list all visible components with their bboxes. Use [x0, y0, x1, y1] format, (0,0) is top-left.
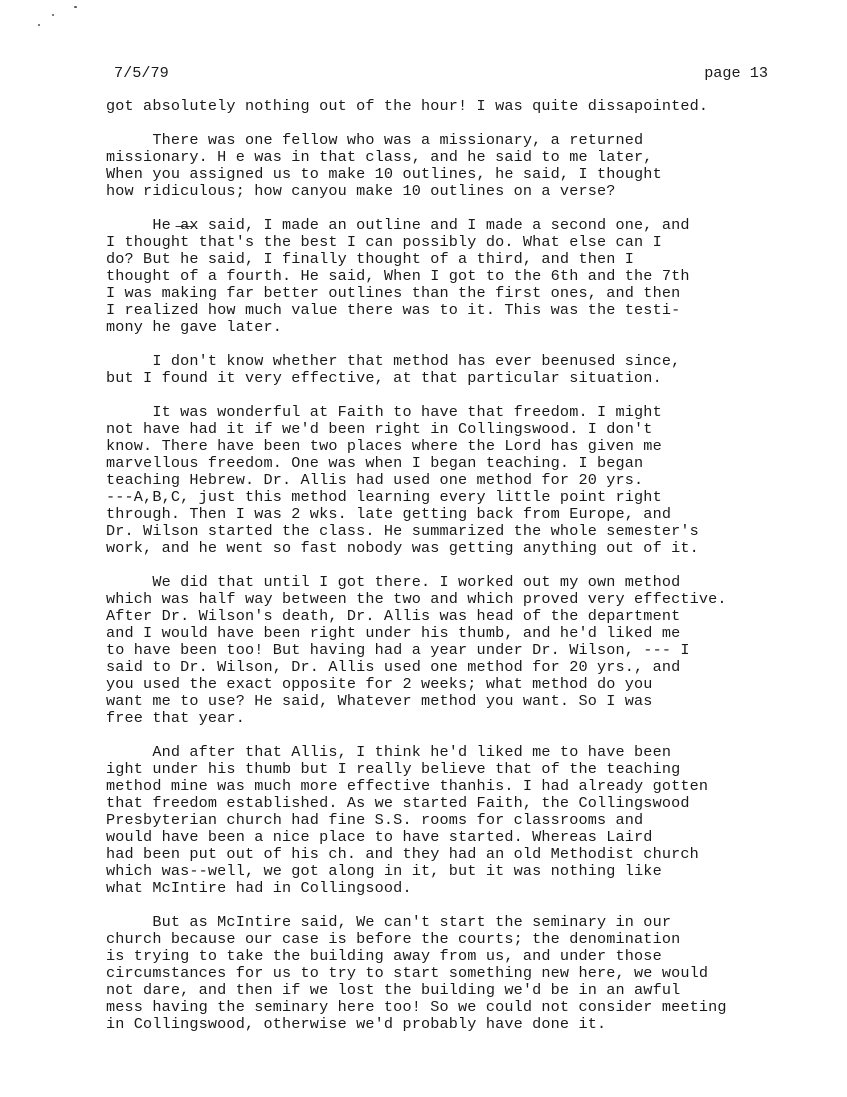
- text-line: not have had it if we'd been right in Collingswood. I don't: [106, 420, 653, 438]
- text-line: to have been too! But having had a year under Dr. Wilson, --- I: [106, 641, 690, 659]
- paragraph: [106, 914, 806, 1033]
- text-line: free that year.: [106, 709, 245, 727]
- text-line: had been put out of his ch. and they had an old Methodist church: [106, 845, 699, 863]
- text-line: It was wonderful at Faith to have that freedom. I might: [106, 403, 662, 421]
- text-line: There was one fellow who was a missionary, a returned: [106, 131, 644, 149]
- paragraph: [106, 574, 806, 727]
- text-line: thought of a fourth. He said, When I got to the 6th and the 7th: [106, 267, 690, 285]
- text-line: Presbyterian church had fine S.S. rooms for classrooms and: [106, 811, 644, 829]
- text-line: want me to use? He said, Whatever method you want. So I was: [106, 692, 653, 710]
- text-line: I was making far better outlines than the first ones, and then: [106, 284, 681, 302]
- header-date: 7/5/79: [114, 64, 169, 82]
- text-line: through. Then I was 2 wks. late getting back from Europe, and: [106, 505, 672, 523]
- paragraph: [106, 353, 806, 387]
- text-line: marvellous freedom. One was when I began teaching. I began: [106, 454, 644, 472]
- scan-speck: [38, 24, 40, 26]
- scan-speck: [52, 14, 54, 16]
- paragraph: [106, 217, 806, 336]
- text-line: mony he gave later.: [106, 318, 283, 336]
- text-line: method mine was much more effective thanhis. I had already gotten: [106, 777, 709, 795]
- scan-speck: [74, 6, 77, 8]
- text-line: Dr. Wilson started the class. He summarized the whole semester's: [106, 522, 699, 540]
- paragraph: [106, 98, 806, 115]
- text-line: not dare, and then if we lost the building we'd be in an awful: [106, 981, 681, 999]
- text-line: you used the exact opposite for 2 weeks; what method do you: [106, 675, 653, 693]
- text-line: I thought that's the best I can possibly do. What else can I: [106, 233, 662, 251]
- text-line: ---A,B,C, just this method learning every little point right: [106, 488, 662, 506]
- text-line: but I found it very effective, at that particular situation.: [106, 369, 662, 387]
- text-line: how ridiculous; how canyou make 10 outlines on a verse?: [106, 182, 616, 200]
- text-line: missionary. H e was in that class, and he said to me later,: [106, 148, 653, 166]
- text-line: We did that until I got there. I worked out my own method: [106, 573, 681, 591]
- text-line: circumstances for us to try to start something new here, we would: [106, 964, 709, 982]
- text-line: in Collingswood, otherwise we'd probably have done it.: [106, 1015, 607, 1033]
- text-line: do? But he said, I finally thought of a third, and then I: [106, 250, 635, 268]
- text-line: what McIntire had in Collingsood.: [106, 879, 412, 897]
- text-line: I realized how much value there was to it. This was the testi-: [106, 301, 681, 319]
- text-line: And after that Allis, I think he'd liked me to have been: [106, 743, 672, 761]
- text-line: and I would have been right under his thumb, and he'd liked me: [106, 624, 681, 642]
- paragraph: [106, 404, 806, 557]
- text-line: He ̶a̶x said, I made an outline and I made a second one, and: [106, 216, 690, 234]
- text-line: got absolutely nothing out of the hour! I was quite dissapointed.: [106, 97, 709, 115]
- text-line: which was half way between the two and which proved very effective.: [106, 590, 727, 608]
- text-line: But as McIntire said, We can't start the seminary in our: [106, 913, 672, 931]
- text-line: teaching Hebrew. Dr. Allis had used one method for 20 yrs.: [106, 471, 644, 489]
- text-line: church because our case is before the courts; the denomination: [106, 930, 681, 948]
- paragraph: [106, 132, 806, 200]
- text-line: mess having the seminary here too! So we could not consider meeting: [106, 998, 727, 1016]
- text-line: ight under his thumb but I really believe that of the teaching: [106, 760, 681, 778]
- text-line: work, and he went so fast nobody was getting anything out of it.: [106, 539, 699, 557]
- text-line: would have been a nice place to have started. Whereas Laird: [106, 828, 653, 846]
- text-line: I don't know whether that method has ever beenused since,: [106, 352, 681, 370]
- paragraph: [106, 744, 806, 897]
- header-page-number: page 13: [704, 64, 768, 82]
- text-line: that freedom established. As we started Faith, the Collingswood: [106, 794, 690, 812]
- text-line: When you assigned us to make 10 outlines, he said, I thought: [106, 165, 662, 183]
- text-line: is trying to take the building away from us, and under those: [106, 947, 662, 965]
- text-line: said to Dr. Wilson, Dr. Allis used one method for 20 yrs., and: [106, 658, 681, 676]
- document-body: [106, 98, 806, 1050]
- text-line: know. There have been two places where the Lord has given me: [106, 437, 662, 455]
- text-line: After Dr. Wilson's death, Dr. Allis was head of the department: [106, 607, 681, 625]
- text-line: which was--well, we got along in it, but it was nothing like: [106, 862, 662, 880]
